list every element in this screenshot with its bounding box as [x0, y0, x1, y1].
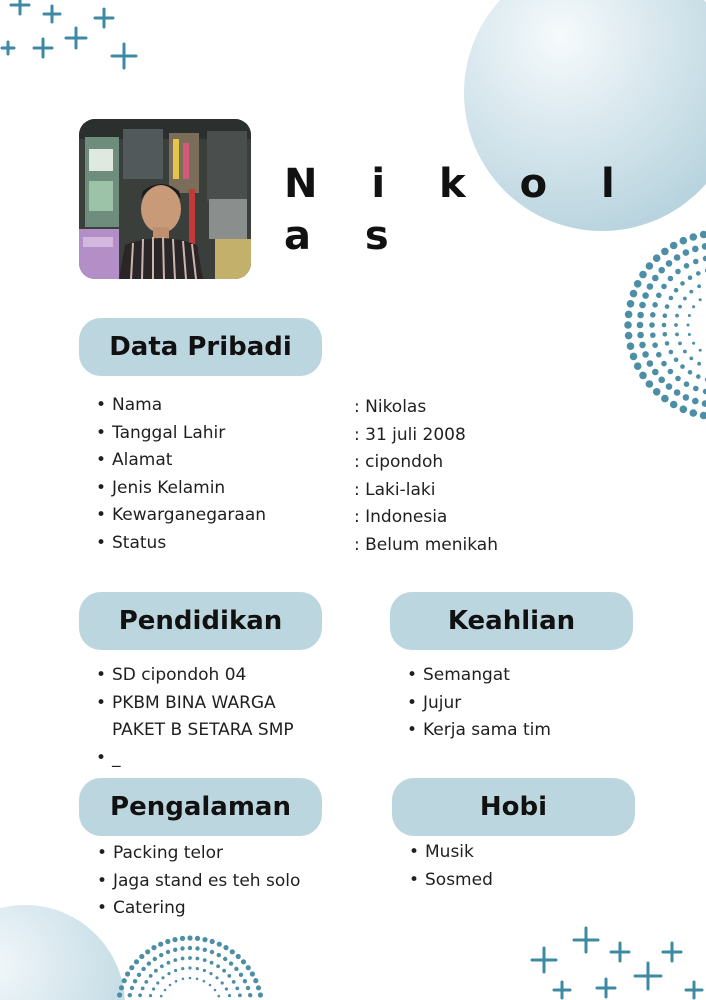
- decorative-dot: [241, 959, 246, 964]
- decorative-dot: [173, 948, 177, 952]
- decorative-dot: [689, 290, 693, 294]
- value-text: : cipondoh: [354, 452, 444, 472]
- decorative-dot: [239, 973, 243, 977]
- decorative-dot: [675, 333, 679, 337]
- value-text: : 31 juli 2008: [354, 424, 466, 445]
- plus-icon: [611, 943, 629, 961]
- decorative-dot: [637, 332, 644, 339]
- education-list: [96, 662, 294, 772]
- decorative-dot: [167, 972, 170, 975]
- decorative-dot: [161, 976, 164, 979]
- decorative-dot: [195, 946, 199, 950]
- decorative-dot: [652, 275, 659, 282]
- profile-photo: [79, 119, 251, 279]
- decorative-dot: [627, 300, 635, 308]
- decorative-dot: [680, 406, 688, 414]
- decorative-dot: [151, 945, 156, 950]
- decorative-dot: [238, 993, 242, 997]
- decorative-dot: [684, 263, 690, 269]
- decorative-dot: [652, 302, 658, 308]
- decorative-dot: [250, 971, 255, 976]
- decorative-dot: [209, 984, 212, 987]
- decorative-dot: [217, 953, 221, 957]
- decorative-dot: [234, 967, 238, 971]
- decorative-dot: [223, 957, 227, 961]
- decorative-dot: [639, 372, 647, 380]
- decorative-dot: [196, 978, 199, 981]
- list-item: [96, 690, 294, 745]
- decorative-dot: [652, 342, 658, 348]
- decorative-dot: [675, 314, 679, 318]
- decorative-dot: [188, 946, 192, 950]
- decorative-dot: [248, 993, 252, 997]
- decorative-dot: [627, 342, 635, 350]
- list-item: • Musik: [409, 839, 493, 867]
- decorative-dot: [141, 967, 145, 971]
- decorative-dot: [256, 985, 261, 990]
- decorative-dot: [662, 323, 667, 328]
- plus-icon: [597, 979, 615, 997]
- decorative-dot: [236, 954, 241, 959]
- decorative-dot: [133, 979, 137, 983]
- decorative-dot: [663, 313, 668, 318]
- decorative-dot: [699, 349, 702, 352]
- decorative-dot: [688, 333, 691, 336]
- decorative-dot: [649, 322, 655, 328]
- decorative-dot: [203, 980, 206, 983]
- decorative-dot: [139, 954, 144, 959]
- decorative-dot: [210, 939, 215, 944]
- hobby-list: [409, 839, 493, 894]
- list-item: • Jenis Kelamin: [96, 475, 266, 503]
- decorative-dot: [652, 369, 659, 376]
- decorative-dot: [230, 949, 235, 954]
- decorative-dot: [223, 945, 228, 950]
- plus-cluster-top-left: [2, 0, 136, 68]
- decorative-dot: [210, 950, 214, 954]
- decorative-dot: [209, 972, 212, 975]
- experience-list: [97, 840, 300, 923]
- decorative-dot: [637, 312, 644, 319]
- decorative-dot: [653, 388, 661, 396]
- decorative-dot: [639, 342, 646, 349]
- decorative-dot: [688, 370, 693, 375]
- decorative-dot: [181, 957, 185, 961]
- decorative-dot: [187, 935, 192, 940]
- plus-icon: [66, 28, 86, 48]
- decorative-dot: [692, 305, 695, 308]
- decorative-dot: [658, 267, 665, 274]
- decorative-dot: [666, 383, 673, 390]
- decorative-dot: [680, 364, 685, 369]
- plus-icon: [95, 9, 113, 27]
- list-item: • Sosmed: [409, 867, 493, 895]
- decorative-dot: [149, 974, 153, 978]
- decorative-dot: [678, 342, 682, 346]
- decorative-dot: [678, 305, 682, 309]
- section-title-keahlian: Keahlian: [390, 592, 633, 650]
- decorative-dot: [153, 957, 157, 961]
- decorative-dot: [668, 276, 674, 282]
- decorative-dot: [181, 967, 184, 970]
- decorative-dot: [203, 969, 206, 972]
- plus-icon: [11, 0, 29, 14]
- list-item: • Jaga stand es teh solo: [97, 868, 300, 896]
- decorative-dot: [125, 971, 130, 976]
- decorative-dot: [670, 401, 678, 409]
- skills-list: [407, 662, 551, 745]
- decorative-dot: [119, 985, 124, 990]
- section-title-pengalaman: Pengalaman: [79, 778, 322, 836]
- plus-icon: [112, 44, 136, 68]
- plus-icon: [635, 963, 661, 989]
- personal-labels-list: [96, 392, 266, 557]
- decorative-dot: [696, 271, 701, 276]
- decorative-dot: [656, 352, 662, 358]
- section-title-data-pribadi: Data Pribadi: [79, 318, 322, 376]
- decorative-dot: [669, 296, 674, 301]
- section-title-hobi: Hobi: [392, 778, 635, 836]
- decorative-dot: [189, 977, 192, 980]
- decorative-dot: [624, 321, 632, 329]
- decorative-dot: [688, 275, 693, 280]
- decorative-dot: [687, 324, 690, 327]
- decorative-dot: [661, 284, 667, 290]
- decorative-dot: [639, 302, 646, 309]
- decorative-dot: [661, 395, 669, 403]
- decorative-dot: [129, 965, 134, 970]
- decorative-dot: [639, 271, 647, 279]
- decorative-dot: [203, 958, 207, 962]
- decorative-dot: [246, 965, 251, 970]
- decorative-dot: [647, 283, 654, 290]
- decorative-dot: [158, 942, 163, 947]
- decorative-dot: [138, 993, 142, 997]
- decorative-dot: [674, 323, 678, 327]
- value-text: : Laki-laki: [354, 479, 436, 500]
- list-item: • _: [96, 745, 294, 773]
- decorative-dot: [658, 377, 665, 384]
- decorative-dot: [117, 992, 122, 997]
- value-text: : Belum menikah: [354, 534, 498, 555]
- decorative-dot: [203, 948, 207, 952]
- decorative-dot: [147, 961, 151, 965]
- decorative-dot: [174, 969, 177, 972]
- decorative-dot: [202, 937, 207, 942]
- decorative-dot: [692, 342, 695, 345]
- plus-icon: [686, 982, 702, 998]
- decorative-dot: [134, 959, 139, 964]
- plus-icon: [2, 42, 14, 54]
- list-item: • Alamat: [96, 447, 266, 475]
- decorative-dot: [630, 353, 638, 361]
- decorative-dot: [160, 995, 163, 998]
- personal-values-list: [354, 394, 498, 559]
- plus-cluster-bottom-right: [532, 928, 702, 998]
- decorative-dot: [665, 341, 670, 346]
- decorative-dot: [166, 950, 170, 954]
- plus-icon: [44, 6, 60, 22]
- list-item: • Catering: [97, 895, 300, 923]
- decorative-dot: [159, 953, 163, 957]
- decorative-dot: [141, 987, 145, 991]
- decorative-dot: [699, 298, 702, 301]
- decorative-dot: [182, 978, 185, 981]
- list-item: • Tanggal Lahir: [96, 420, 266, 448]
- decorative-dot: [634, 280, 642, 288]
- decorative-dot: [175, 980, 178, 983]
- decorative-dot: [642, 292, 649, 299]
- decorative-dot: [684, 381, 690, 387]
- decorative-dot: [217, 942, 222, 947]
- decorative-dot: [650, 312, 656, 318]
- decorative-dot: [210, 961, 214, 965]
- decorative-dot: [215, 976, 218, 979]
- decorative-dot: [683, 394, 690, 401]
- decorative-dot: [675, 376, 681, 382]
- dot-ring-bottom-left: [117, 935, 263, 997]
- decorative-dot: [689, 357, 693, 361]
- decorative-dot: [642, 351, 649, 358]
- decorative-dot: [144, 980, 148, 984]
- list-item: • Jujur: [407, 690, 551, 718]
- decorative-dot: [675, 269, 681, 275]
- decorative-dot: [145, 949, 150, 954]
- decorative-dot: [152, 987, 155, 990]
- decorative-dot: [663, 332, 668, 337]
- decorative-dot: [656, 293, 662, 299]
- decorative-dot: [167, 961, 171, 965]
- list-item: • Nama: [96, 392, 266, 420]
- decorative-dot: [128, 993, 132, 997]
- decorative-dot: [243, 979, 247, 983]
- list-item: • SD cipondoh 04: [96, 662, 294, 690]
- decorative-dot: [232, 980, 236, 984]
- list-item: • Packing telor: [97, 840, 300, 868]
- list-item: • Kewarganegaraan: [96, 502, 266, 530]
- decorative-dot: [180, 946, 184, 950]
- decorative-dot: [700, 412, 706, 420]
- decorative-dot: [650, 332, 656, 338]
- decorative-dot: [668, 369, 674, 375]
- decorative-dot: [702, 400, 706, 407]
- plus-icon: [554, 982, 570, 998]
- decorative-dot: [665, 304, 670, 309]
- decorative-dot: [188, 956, 192, 960]
- person-name: N i k o l a s: [284, 161, 635, 259]
- list-item: • Kerja sama tim: [407, 717, 551, 745]
- plus-icon: [34, 39, 52, 57]
- decorative-dot: [674, 389, 681, 396]
- decorative-dot: [214, 989, 217, 992]
- decorative-dot: [637, 322, 644, 329]
- decorative-dot: [683, 350, 687, 354]
- decorative-dot: [697, 284, 701, 288]
- decorative-dot: [137, 973, 141, 977]
- decorative-dot: [661, 361, 667, 367]
- decorative-dot: [246, 986, 250, 990]
- list-item-line: PKBM BINA WARGA: [112, 692, 276, 713]
- decorative-dot: [646, 262, 654, 270]
- decorative-dot: [696, 374, 701, 379]
- list-item: • Status: [96, 530, 266, 558]
- decorative-dot: [258, 992, 263, 997]
- decorative-dot: [674, 288, 679, 293]
- decorative-dot: [196, 967, 199, 970]
- decorative-dot: [149, 994, 152, 997]
- decorative-dot: [227, 974, 231, 978]
- section-title-pendidikan: Pendidikan: [79, 592, 322, 650]
- decorative-dot: [693, 386, 699, 392]
- list-item: • Semangat: [407, 662, 551, 690]
- decorative-dot: [222, 969, 226, 973]
- decorative-dot: [122, 978, 127, 983]
- decorative-dot: [173, 958, 177, 962]
- decorative-dot: [674, 358, 679, 363]
- decorative-dot: [690, 409, 698, 417]
- decorative-dot: [680, 281, 685, 286]
- decorative-dot: [164, 989, 167, 992]
- decorative-dot: [646, 380, 654, 388]
- decorative-dot: [697, 362, 701, 366]
- decorative-dot: [669, 350, 674, 355]
- decorative-dot: [225, 987, 228, 990]
- decorative-dot: [180, 936, 185, 941]
- decorative-dot: [253, 978, 258, 983]
- decorative-dot: [154, 969, 158, 973]
- decorative-dot: [625, 311, 633, 319]
- value-text: : Indonesia: [354, 507, 448, 527]
- decorative-dot: [634, 362, 642, 370]
- decorative-dot: [130, 986, 134, 990]
- decorative-dot: [688, 314, 691, 317]
- decorative-dot: [221, 981, 224, 984]
- value-text: : Nikolas: [354, 397, 427, 417]
- decorative-dot: [218, 995, 221, 998]
- plus-icon: [532, 948, 556, 972]
- decorative-dot: [196, 957, 200, 961]
- decorative-dot: [169, 984, 172, 987]
- decorative-dot: [647, 360, 654, 367]
- decorative-dot: [229, 961, 233, 965]
- decorative-dot: [160, 964, 164, 968]
- decorative-dot: [156, 981, 159, 984]
- decorative-dot: [630, 290, 638, 298]
- plus-icon: [663, 943, 681, 961]
- decorative-dot: [165, 939, 170, 944]
- decorative-dot: [188, 966, 191, 969]
- list-item-line: PAKET B SETARA SMP: [112, 720, 294, 740]
- decorative-dot: [692, 398, 699, 405]
- decorative-dot: [235, 987, 239, 991]
- decorative-dot: [172, 937, 177, 942]
- decorative-dot: [228, 994, 231, 997]
- decorative-dot: [216, 964, 220, 968]
- plus-icon: [574, 928, 598, 952]
- decorative-dot: [683, 297, 687, 301]
- decorative-dot: [625, 332, 633, 340]
- decorative-dot: [195, 936, 200, 941]
